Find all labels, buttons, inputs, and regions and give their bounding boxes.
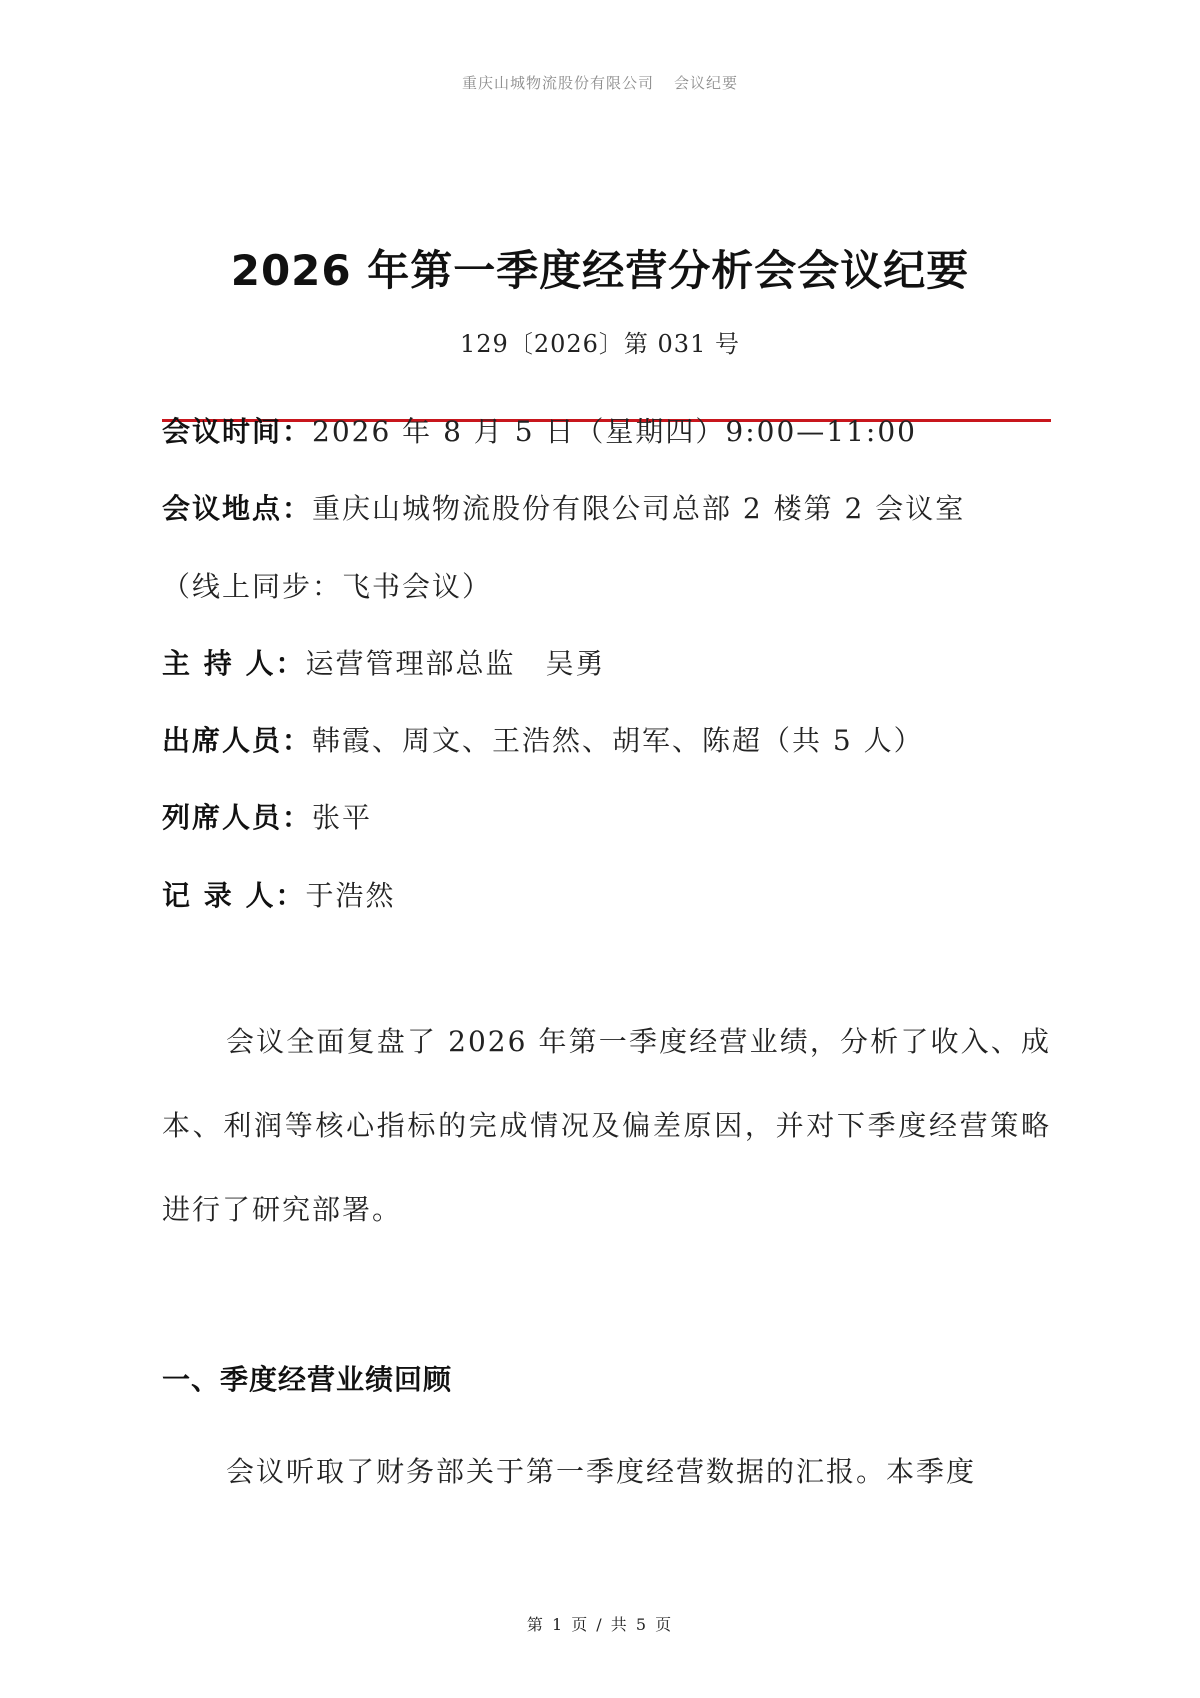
meta-attendees-value: 韩霞、周文、王浩然、胡军、陈超（共 5 人）: [312, 724, 924, 757]
header-company: 重庆山城物流股份有限公司: [461, 74, 654, 92]
meta-time-value: 2026 年 8 月 5 日（星期四）9:00—11:00: [312, 415, 917, 448]
meta-recorder: [162, 876, 1051, 916]
meta-time: [162, 412, 1051, 452]
intro-paragraph: 会议全面复盘了 2026 年第一季度经营业绩，分析了收入、成本、利润等核心指标的完成情况及偏差原因，并对下季度经营策略进行了研究部署。: [162, 1025, 1051, 1226]
page-footer: 第 1 页 / 共 5 页: [526, 1615, 674, 1634]
meta-location-value: 重庆山城物流股份有限公司总部 2 楼第 2 会议室: [312, 492, 966, 525]
meta-time-label: 会议时间：: [162, 415, 313, 448]
meta-recorder-value: 于浩然: [305, 879, 396, 912]
meta-attendees: [162, 721, 1051, 761]
meta-location-label: 会议地点：: [162, 492, 313, 525]
meta-recorder-label: 记 录 人：: [162, 879, 306, 912]
meta-host: [162, 644, 1051, 684]
meta-attendees-label: 出席人员：: [162, 724, 313, 757]
document-number: 129〔2026〕第 031 号: [460, 330, 740, 358]
meta-observers-label: 列席人员：: [162, 801, 313, 834]
running-header: [0, 72, 1200, 93]
meta-observers: [162, 798, 1051, 838]
meta-location-continuation: （线上同步：飞书会议）: [162, 570, 493, 603]
meta-observers-value: 张平: [312, 801, 373, 834]
meta-host-label: 主 持 人：: [162, 647, 306, 680]
meta-location: [162, 489, 1051, 529]
section-1-paragraph: 会议听取了财务部关于第一季度经营数据的汇报。本季度: [226, 1455, 977, 1488]
meta-host-value: 运营管理部总监 吴勇: [305, 647, 606, 680]
document-title: 2026 年第一季度经营分析会会议纪要: [230, 246, 970, 295]
header-doc-type: 会议纪要: [674, 74, 739, 92]
section-heading-1: 一、季度经营业绩回顾: [162, 1363, 453, 1396]
